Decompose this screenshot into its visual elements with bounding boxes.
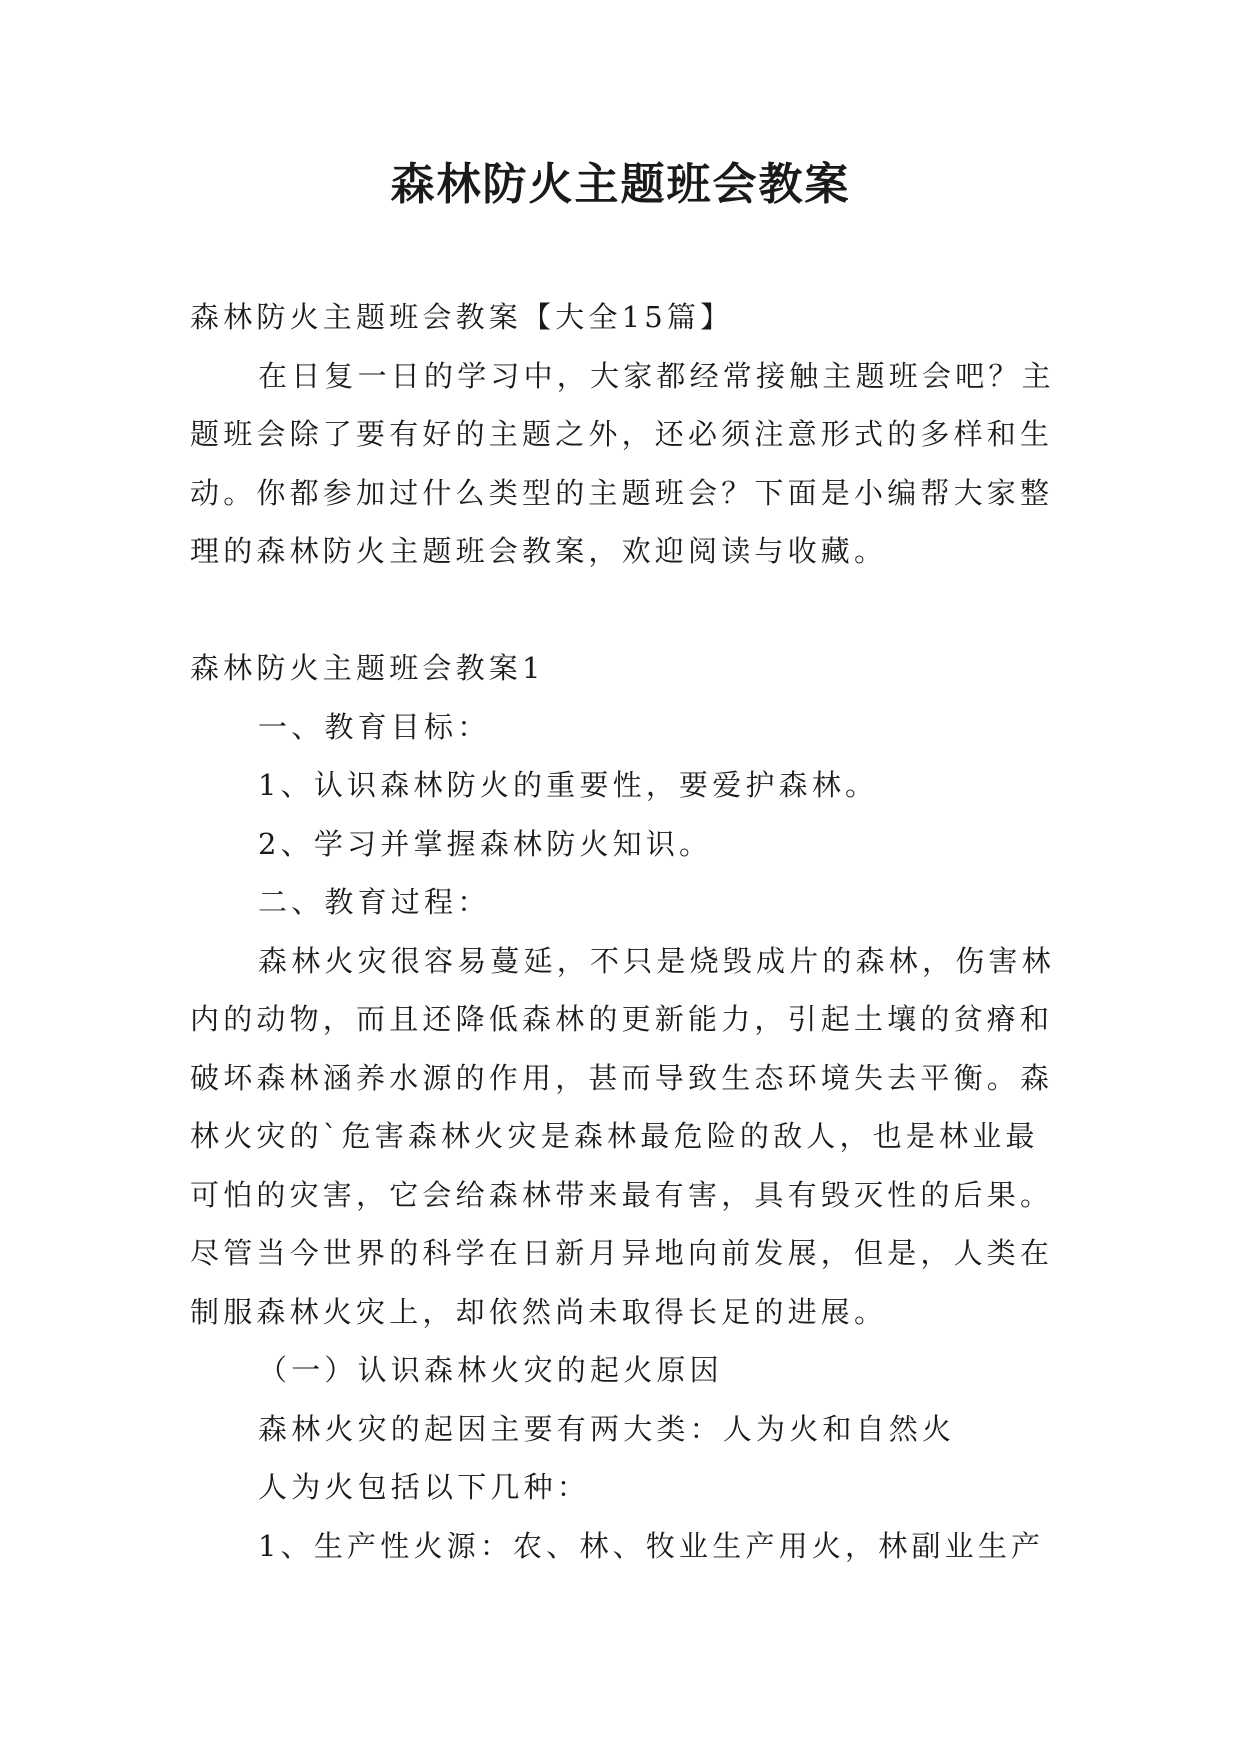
body-paragraph-line: 林火灾的`危害森林火灾是森林最危险的敌人，也是林业最 <box>190 1119 1039 1153</box>
body-paragraph-line: 内的动物，而且还降低森林的更新能力，引起土壤的贫瘠和 <box>190 1002 1054 1036</box>
paragraph-spacer <box>190 581 1130 640</box>
section-subheading: 二、教育过程： <box>258 885 491 919</box>
body-paragraph-line: 人为火包括以下几种： <box>258 1470 591 1504</box>
intro-heading: 森林防火主题班会教案【大全15篇】 <box>190 300 734 334</box>
list-item: 1、生产性火源：农、林、牧业生产用火，林副业生产 <box>258 1528 1045 1563</box>
document-body <box>190 288 1130 1575</box>
intro-paragraph-line: 题班会除了要有好的主题之外，还必须注意形式的多样和生 <box>190 417 1054 451</box>
intro-paragraph-line: 动。你都参加过什么类型的主题班会？下面是小编帮大家整 <box>190 475 1054 510</box>
intro-paragraph-line: 理的森林防火主题班会教案，欢迎阅读与收藏。 <box>190 534 888 568</box>
list-item: 2、学习并掌握森林防火知识。 <box>258 826 713 861</box>
subsection-heading: （一）认识森林火灾的起火原因 <box>258 1353 723 1387</box>
list-item: 1、认识森林防火的重要性，要爱护森林。 <box>258 768 879 802</box>
body-paragraph-line: 制服森林火灾上，却依然尚未取得长足的进展。 <box>190 1294 888 1329</box>
intro-paragraph-line: 在日复一日的学习中，大家都经常接触主题班会吧？主 <box>258 358 1055 393</box>
body-paragraph-line: 尽管当今世界的科学在日新月异地向前发展，但是，人类在 <box>190 1236 1054 1270</box>
section-subheading: 一、教育目标： <box>258 709 491 744</box>
body-paragraph-line: 破坏森林涵养水源的作用，甚而导致生态环境失去平衡。森 <box>190 1060 1054 1095</box>
body-paragraph-line: 森林火灾很容易蔓延，不只是烧毁成片的森林，伤害林 <box>258 943 1055 978</box>
body-paragraph-line: 可怕的灾害，它会给森林带来最有害，具有毁灭性的后果。 <box>190 1177 1054 1212</box>
body-paragraph-line: 森林火灾的起因主要有两大类：人为火和自然火 <box>258 1411 956 1446</box>
section-heading: 森林防火主题班会教案1 <box>190 651 545 685</box>
document-title: 森林防火主题班会教案 <box>390 159 851 210</box>
